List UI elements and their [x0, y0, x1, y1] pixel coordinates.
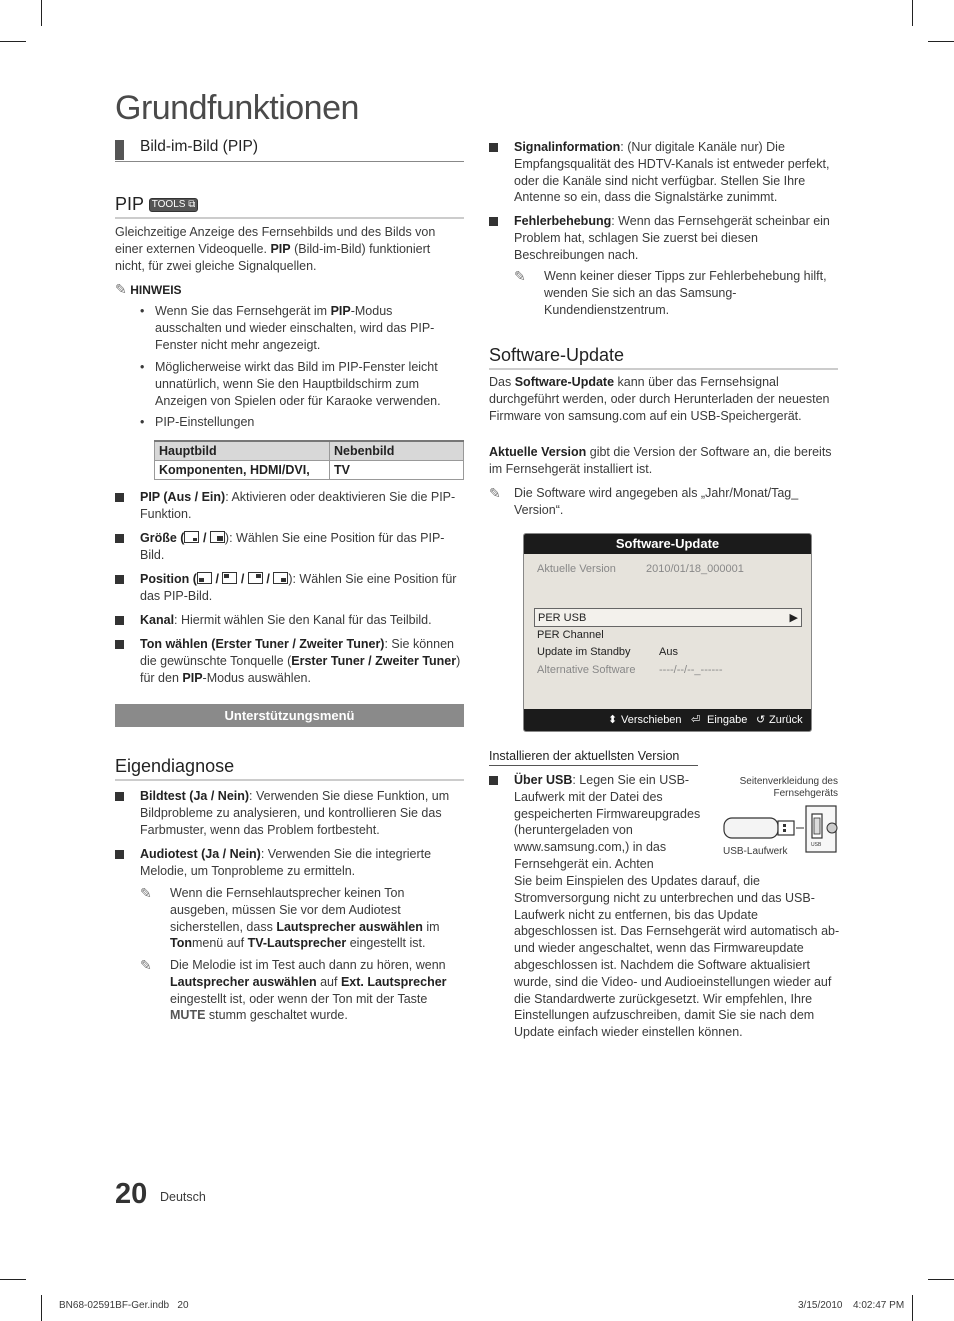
osd-standby-value: Aus	[659, 646, 678, 658]
pip-settings-table	[154, 440, 464, 480]
osd-enter-label: Eingabe	[707, 714, 748, 726]
item-text: ) für den	[140, 653, 461, 685]
note-bold: Lautsprecher auswählen	[170, 974, 317, 989]
item-text: ): Wählen Sie eine Position für das PIP-Bild.	[140, 572, 457, 603]
page-language: Deutsch	[160, 1190, 206, 1204]
osd-footer	[524, 709, 811, 731]
item-label: Kanal	[140, 613, 175, 627]
note-text: stumm geschaltet wurde.	[208, 1008, 348, 1023]
note-text: auf	[320, 974, 338, 989]
note-pencil-icon: ✎	[489, 485, 501, 501]
item-label: Position	[140, 572, 190, 586]
figure-label-usb: USB-Laufwerk	[723, 846, 788, 857]
pip-heading	[115, 193, 464, 219]
play-arrow-icon: ▶	[789, 612, 798, 624]
software-heading: Software-Update	[489, 344, 838, 370]
crop-mark	[0, 41, 26, 42]
note-pencil-icon: ✎	[140, 885, 152, 901]
note-pencil-icon: ✎	[115, 281, 127, 297]
pip-bottom-right-icon	[273, 572, 288, 584]
support-menu-bar: Unterstützungsmenü	[115, 704, 464, 727]
item-label: Audiotest (Ja / Nein)	[140, 847, 261, 861]
square-bullet	[489, 217, 498, 226]
section-header	[115, 137, 464, 162]
note-pencil-icon: ✎	[140, 957, 152, 973]
software-update-osd	[523, 533, 812, 732]
item-text: ): Wählen Sie eine Position für das PIP-Bild.	[140, 531, 445, 562]
square-bullet	[115, 534, 124, 543]
square-bullet	[115, 792, 124, 801]
hinweis-label: HINWEIS	[130, 283, 182, 297]
pip-bottom-left-icon	[197, 572, 212, 584]
tools-badge-label: TOOLS	[151, 199, 186, 210]
bullet-text: PIP-Einstellungen	[155, 415, 255, 429]
osd-menu-item-per-channel[interactable]: PER Channel	[537, 629, 604, 641]
item-label: Fehlerbehebung	[514, 214, 612, 228]
note-text: Die Software wird angegeben als „Jahr/Monat/Tag_ Version“.	[514, 486, 799, 517]
section-marker	[115, 140, 124, 160]
item-text: : Sie können die gewünschte Tonquelle (	[140, 637, 454, 668]
crop-mark	[41, 0, 42, 26]
file-info: BN68-02591BF-Ger.indb 20	[59, 1300, 189, 1311]
table-cell: Komponenten, HDMI/DVI,	[155, 461, 330, 480]
tools-badge	[149, 198, 199, 212]
note-bold: MUTE	[170, 1008, 206, 1023]
item-label: PIP (Aus / Ein)	[140, 490, 226, 504]
note-text: Wenn keiner dieser Tipps zur Fehlerbehebung hilft, wenden Sie sich an das Samsung-Kundendienstzentrum.	[544, 269, 827, 317]
pip-top-left-icon	[222, 572, 237, 584]
table-header: Nebenbild	[330, 441, 464, 461]
square-bullet	[115, 850, 124, 859]
return-icon: ↺	[756, 714, 766, 726]
item-label: Größe	[140, 531, 177, 545]
crop-mark	[0, 1279, 26, 1280]
note-bold: TV-Lautsprecher	[247, 936, 347, 951]
item-label: Signalinformation	[514, 140, 621, 154]
osd-menu-label: PER USB	[538, 612, 587, 624]
bullet-bold: PIP	[330, 304, 351, 318]
item-text: : Hiermit wählen Sie den Kanal für das Teilbild.	[174, 613, 432, 627]
pip-heading-label: PIP	[115, 194, 144, 214]
pip-small-icon	[184, 531, 199, 543]
eigendiagnose-heading: Eigendiagnose	[115, 755, 464, 781]
item-text: : Legen Sie ein USB-Laufwerk mit der Datei des gespeicherten Firmwareupgrades (heruntergeladen von www.samsung.com,) in das Fernsehgerät ein. Achten	[514, 773, 701, 871]
print-time: 4:02:47 PM	[853, 1300, 905, 1311]
page-number: 20	[115, 1178, 148, 1210]
square-bullet	[115, 616, 124, 625]
table-row	[155, 461, 464, 480]
bullet-text: Möglicherweise wirkt das Bild im PIP-Fenster leicht unnatürlich, wenn Sie den Hauptbildschirm zum Anzeigen von Spielen oder für Karaoke verwenden.	[155, 360, 441, 408]
software-p1	[489, 374, 837, 424]
pip-large-icon	[210, 531, 225, 543]
note-text: im	[426, 919, 440, 934]
bullet-dot: •	[140, 304, 145, 318]
usb-port-label: USB	[811, 842, 822, 848]
osd-menu-item-update-standby[interactable]: Update im Standby	[537, 646, 631, 658]
osd-back-label: Zurück	[769, 714, 803, 726]
p-text: kann über das Fernsehsignal durchgeführt werden, oder durch Herunterladen der neuesten Firmware von samsung.com auf ein USB-Speichergerät.	[489, 375, 830, 423]
osd-title: Software-Update	[524, 534, 811, 554]
osd-menu-item-alternative[interactable]: Alternative Software	[537, 664, 636, 676]
note-text: eingestellt ist, oder wenn der Ton mit der Taste	[170, 991, 428, 1006]
note-text: Wenn die Fernsehlautsprecher keinen Ton ausgeben, müssen Sie vor dem Audiotest sicherstellen, dass	[170, 886, 405, 934]
software-p2	[489, 444, 841, 478]
pip-intro-text-2: (Bild-im-Bild) funktioniert nicht, für zwei gleiche Signalquellen.	[115, 241, 431, 273]
crop-mark	[41, 1295, 42, 1321]
install-heading: Installieren der aktuellsten Version	[489, 748, 698, 766]
pip-top-right-icon	[248, 572, 263, 584]
item-bold: Erster Tuner / Zweiter Tuner	[291, 653, 457, 668]
p-bold: Aktuelle Version	[489, 445, 587, 459]
note-bold: Ext. Lautsprecher	[340, 974, 447, 989]
bullet-text: Wenn Sie das Fernsehgerät im	[155, 304, 328, 318]
tools-icon: ⧉	[188, 199, 196, 210]
section-header-label: Bild-im-Bild (PIP)	[140, 138, 258, 155]
item-label: Bildtest (Ja / Nein)	[140, 789, 250, 803]
item-label: Ton wählen (Erster Tuner / Zweiter Tuner)	[140, 637, 385, 651]
item-text: : Verwenden Sie die integrierte Melodie, um Tonprobleme zu ermitteln.	[140, 847, 432, 878]
table-header-row	[155, 441, 464, 461]
note-text: eingestellt ist.	[349, 936, 426, 951]
crop-mark	[928, 1279, 954, 1280]
item-text: : (Nur digitale Kanäle nur) Die Empfangsqualität des HDTV-Kanals ist entweder perfekt, oder die Kanäle sind nicht verfügbar. Stellen Sie Ihre Antenne so ein, dass die Signalstärke zunimmt.	[514, 140, 830, 205]
osd-move-label: Verschieben	[621, 714, 682, 726]
page-title: Grundfunktionen	[115, 89, 359, 127]
note-bold: Lautsprecher auswählen	[276, 919, 423, 934]
bullet-dot: •	[140, 360, 145, 374]
hinweis-note	[115, 281, 182, 299]
p-text: Das	[489, 375, 512, 389]
note-text: menü auf	[191, 936, 245, 951]
crop-mark	[912, 1295, 913, 1321]
osd-version-value: 2010/01/18_000001	[646, 563, 744, 575]
item-text: Sie beim Einspielen des Updates darauf, die Stromversorgung nicht zu unterbrechen und das USB-Laufwerk nicht zu entfernen, bis das Update abgeschlossen ist. Das Fernsehgerät wird automatisch ab- und wieder angeschaltet, wenn das Firmwareupdate abgeschlossen ist. Nachdem die Software aktualisiert wurde, sind die Video- und Audioeinstellungen wieder auf die Standardwerte zurückgesetzt. Wir empfehlen, Ihre Einstellungen aufzuschreiben, damit Sie sie nach dem Update einfach wieder einstellen können.	[514, 874, 840, 1040]
item-text: : Aktivieren oder deaktivieren Sie die PIP-Funktion.	[140, 490, 456, 521]
p-bold: Software-Update	[514, 375, 615, 389]
note-bold: Ton	[170, 936, 192, 951]
note-pencil-icon: ✎	[514, 268, 526, 284]
enter-icon: ⏎	[691, 714, 701, 726]
square-bullet	[115, 493, 124, 502]
item-label: Über USB	[514, 773, 573, 787]
table-cell: TV	[330, 461, 464, 480]
item-text: : Verwenden Sie diese Funktion, um Bildprobleme zu analysieren, und kontrollieren Sie das Farbmuster, wenn das Problem fortbesteht.	[140, 789, 450, 837]
square-bullet	[489, 143, 498, 152]
square-bullet	[489, 776, 498, 785]
bullet-text-2: -Modus ausschalten und wieder einschalten, wird das PIP-Fenster nicht mehr angezeigt.	[155, 304, 435, 352]
note-text: Die Melodie ist im Test auch dann zu hören, wenn	[170, 958, 446, 972]
pip-intro-text: Gleichzeitige Anzeige des Fernsehbilds und des Bilds von einer externen Videoquelle.	[115, 225, 436, 256]
item-bold: PIP	[182, 670, 203, 685]
pip-intro	[115, 224, 455, 274]
crop-mark	[912, 0, 913, 26]
figure-label-tv-side: Seitenverkleidung des Fernsehgeräts	[739, 776, 838, 799]
osd-version-label: Aktuelle Version	[537, 563, 616, 575]
osd-alternative-value: ----/--/--_------	[659, 664, 723, 676]
usb-figure	[720, 776, 840, 861]
osd-menu-item-per-usb[interactable]	[534, 608, 802, 627]
item-text: : Wenn das Fernsehgerät scheinbar ein Problem hat, schlagen Sie zuerst bei diesen Beschreibungen nach.	[514, 214, 830, 262]
item-text: -Modus auswählen.	[202, 670, 311, 685]
updown-icon: ⬍	[608, 714, 618, 726]
p-text: gibt die Version der Software an, die bereits im Fernsehgerät installiert ist.	[489, 445, 832, 476]
square-bullet	[115, 575, 124, 584]
pip-intro-bold: PIP	[270, 241, 291, 256]
bullet-dot: •	[140, 415, 145, 429]
print-date: 3/15/2010	[798, 1300, 843, 1311]
table-header: Hauptbild	[155, 441, 330, 461]
square-bullet	[115, 640, 124, 649]
crop-mark	[928, 41, 954, 42]
